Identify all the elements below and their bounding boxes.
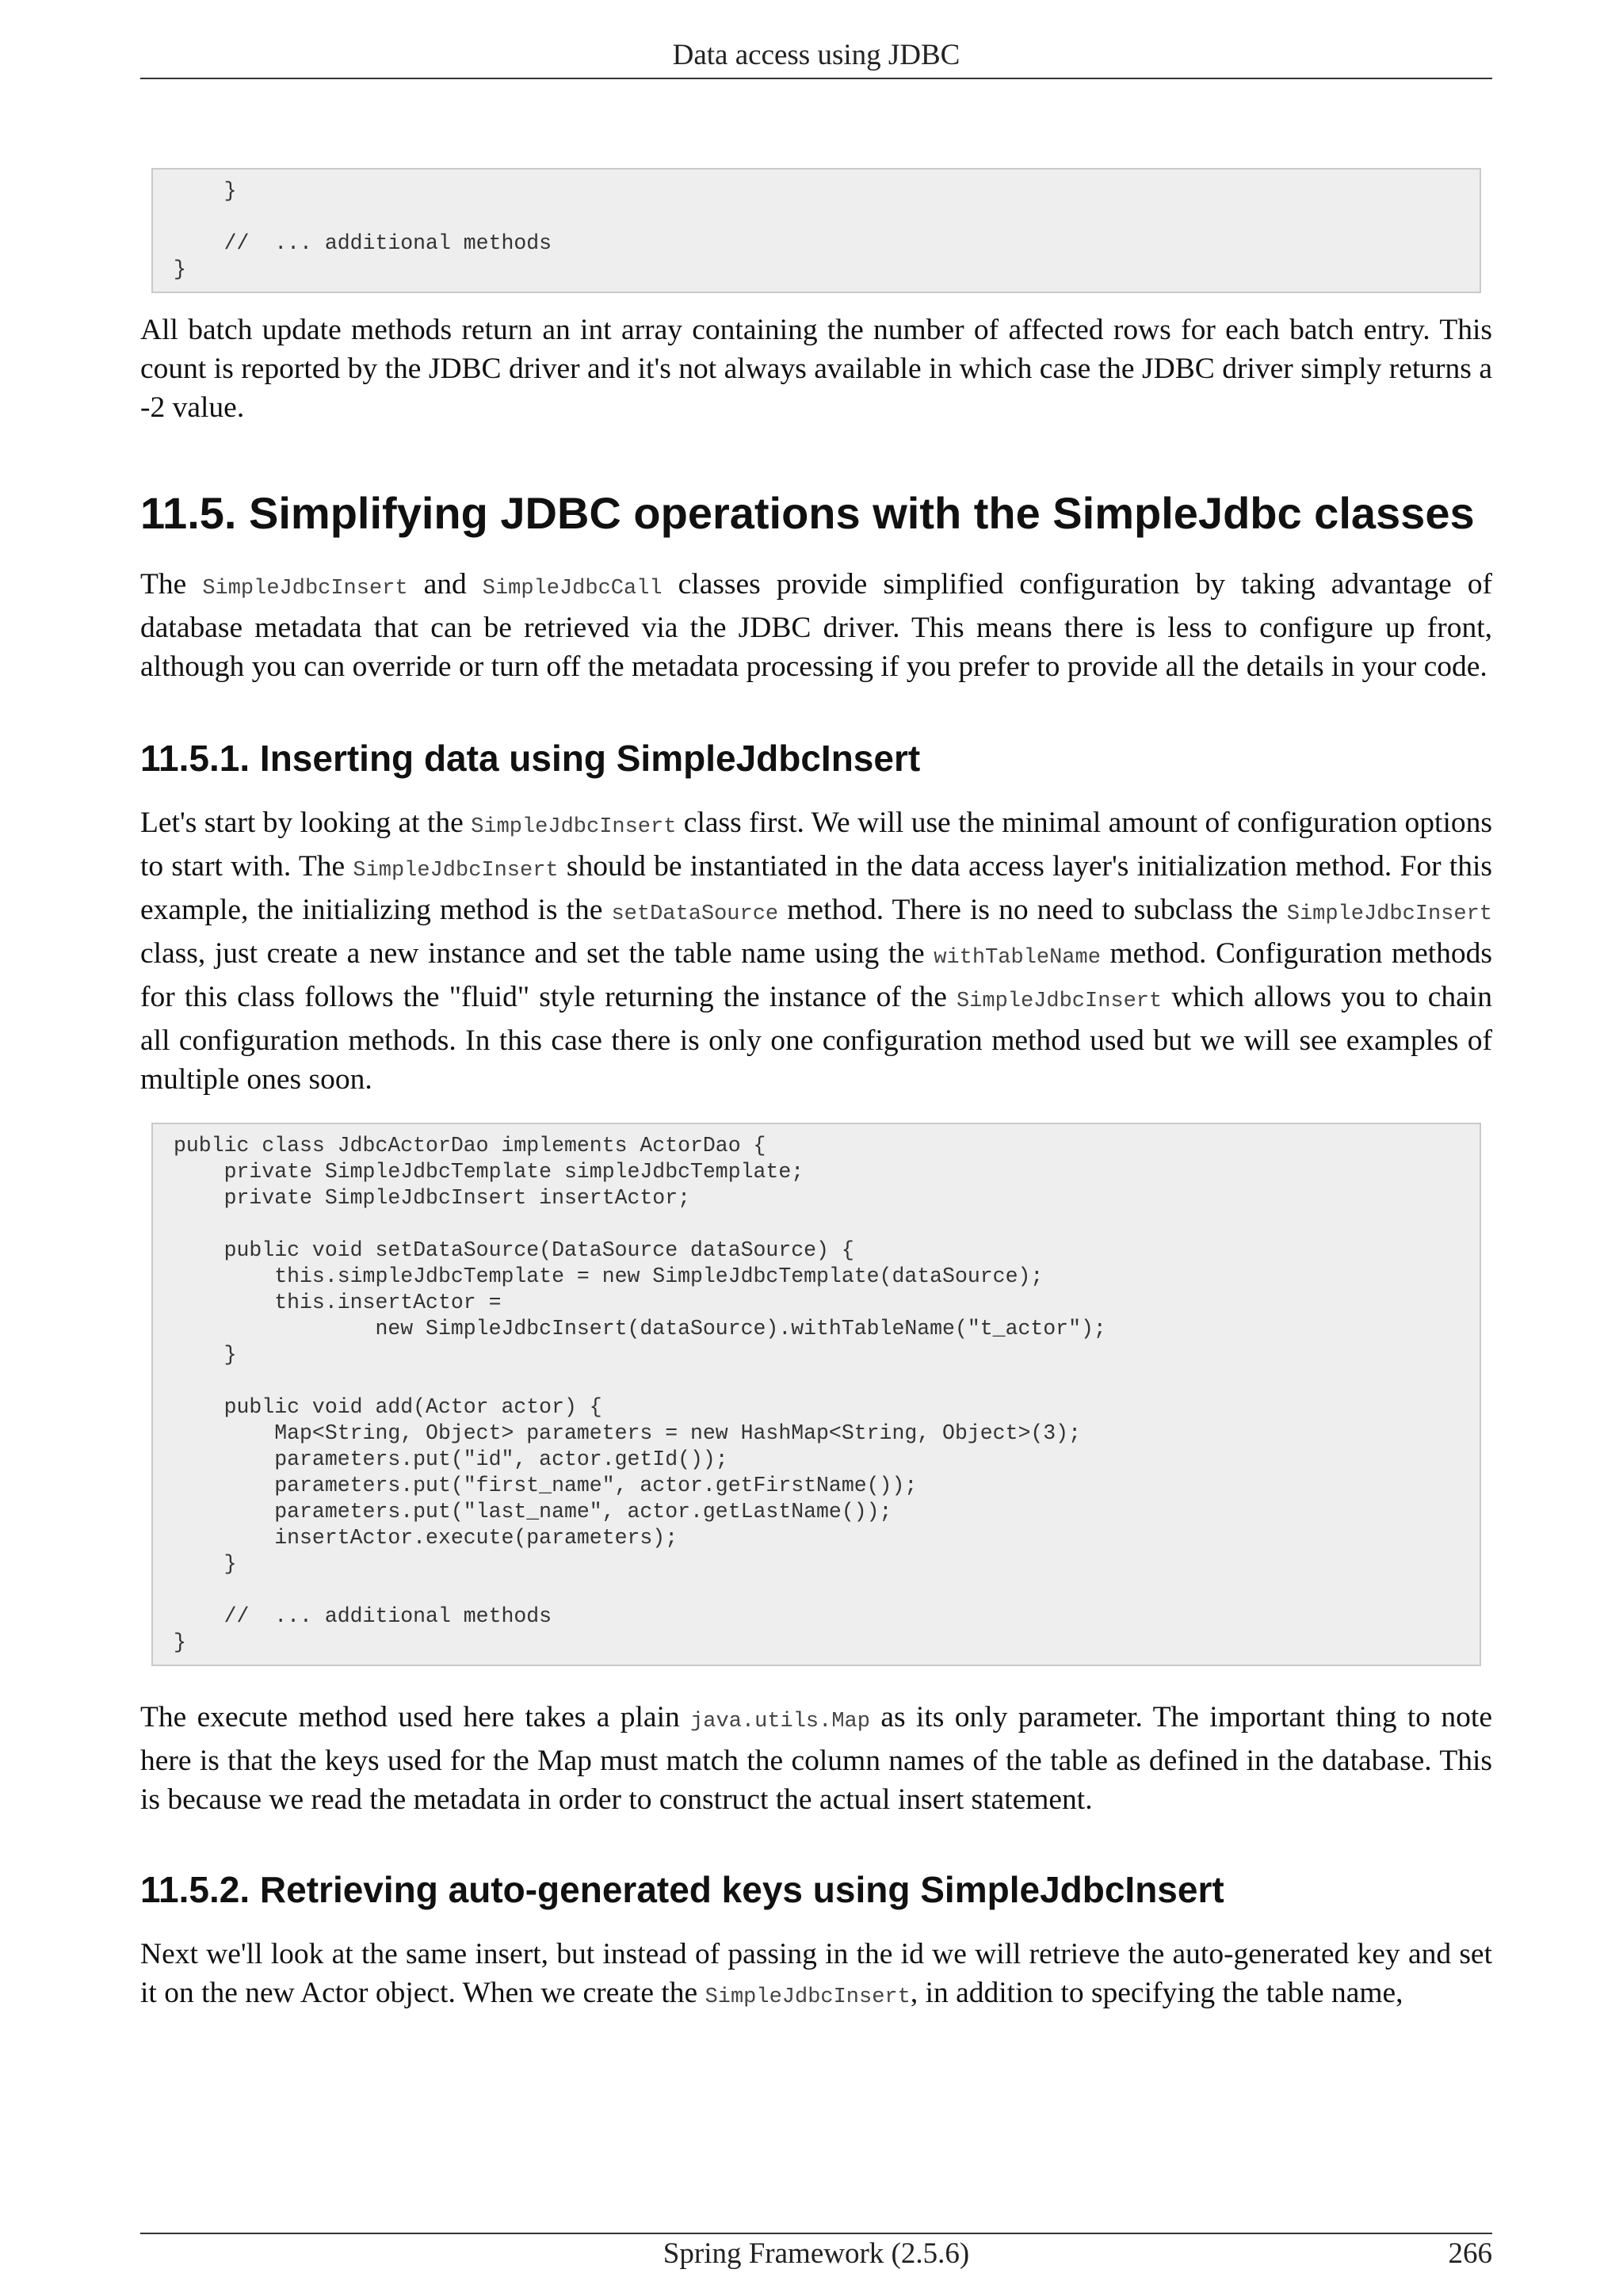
section-11-5-1-after-code bbox=[140, 1698, 1492, 1819]
text-span: as its only parameter. The important thing to note here is that the keys used for the Map must match the column names of the table as defined in the database. This is because we read the metadata in order to construct the actual insert statement. bbox=[140, 1701, 1492, 1816]
text-span: class first. We will use the minimal amount of configuration options to start with. The bbox=[140, 807, 1492, 883]
code-term: java.utils.Map bbox=[690, 1710, 870, 1733]
code-term: SimpleJdbcInsert bbox=[471, 815, 677, 839]
section-heading-11-5: 11.5. Simplifying JDBC operations with the SimpleJdbc classes bbox=[140, 488, 1475, 538]
code-term: setDataSource bbox=[611, 902, 779, 926]
header-rule bbox=[140, 78, 1492, 79]
footer-title: Spring Framework (2.5.6) bbox=[663, 2237, 970, 2270]
code-term: SimpleJdbcCall bbox=[482, 577, 663, 601]
text-span: class, just create a new instance and set the table name using the bbox=[140, 937, 934, 970]
text-span: Next we'll look at the same insert, but instead of passing in the id we will retrieve the auto-generated key and set it on the new Actor object. When we create the bbox=[140, 1938, 1492, 2009]
code-term: SimpleJdbcInsert bbox=[202, 577, 408, 601]
section-11-5-1-paragraph bbox=[140, 803, 1492, 1099]
section-11-5-intro bbox=[140, 565, 1492, 686]
page-content bbox=[140, 168, 1492, 2017]
text-span: Let's start by looking at the bbox=[140, 807, 472, 839]
section-11-5-2-paragraph bbox=[140, 1935, 1492, 2017]
code-term: SimpleJdbcInsert bbox=[705, 1985, 911, 2009]
text-span: method. Configuration methods for this class follows the "fluid" style returning the instance of the bbox=[140, 937, 1492, 1013]
text-span: and bbox=[407, 568, 483, 601]
batch-update-paragraph: All batch update methods return an int array containing the number of affected rows for each batch entry. This count is reported by the JDBC driver and it's not always available in which case the JDBC driver simply returns a -2 value. bbox=[140, 314, 1492, 424]
text-span: should be instantiated in the data access layer's initialization method. For this example, the initializing method is the bbox=[140, 850, 1492, 926]
code-block-jdbc-actor-dao: public class JdbcActorDao implements ActorDao { private SimpleJdbcTemplate simpleJdbcTemplate; private SimpleJdbcInsert insertActor; public void setDataSource(DataSource dataSource) { this.simpleJdbcTemplate = new SimpleJdbcTemplate(dataSource); this.insertActor = new SimpleJdbcInsert(dataSource).withTableName("t_actor"); } public void add(Actor actor) { Map<String, Object> parameters = new HashMap<String, Object>(3); parameters.put("id", actor.getId()); parameters.put("first_name", actor.getFirstName()); parameters.put("last_name", actor.getLastName()); insertActor.execute(parameters); } // ... additional methods } bbox=[151, 1123, 1481, 1666]
code-term: withTableName bbox=[934, 946, 1101, 970]
code-term: SimpleJdbcInsert bbox=[353, 859, 559, 883]
text-span: classes provide simplified configuration by taking advantage of database metadata that can be retrieved via the JDBC driver. This means there is less to configure up front, although you can override or turn off the metadata processing if you prefer to provide all the details in your code. bbox=[140, 568, 1492, 683]
text-span: which allows you to chain all configuration methods. In this case there is only one configuration method used but we will see examples of multiple ones soon. bbox=[140, 981, 1492, 1096]
text-span: The bbox=[140, 568, 203, 601]
section-heading-11-5-2: 11.5.2. Retrieving auto-generated keys using SimpleJdbcInsert bbox=[140, 1869, 1224, 1910]
text-span: The execute method used here takes a plain bbox=[140, 1701, 691, 1733]
text-span: , in addition to specifying the table name, bbox=[910, 1977, 1403, 2009]
page-number: 266 bbox=[1448, 2237, 1492, 2270]
code-block-continuation: } // ... additional methods } bbox=[151, 168, 1481, 293]
running-header: Data access using JDBC bbox=[672, 39, 960, 71]
section-heading-11-5-1: 11.5.1. Inserting data using SimpleJdbcInsert bbox=[140, 738, 921, 779]
code-term: SimpleJdbcInsert bbox=[956, 990, 1163, 1013]
code-term: SimpleJdbcInsert bbox=[1286, 902, 1492, 926]
text-span: method. There is no need to subclass the bbox=[778, 894, 1287, 926]
